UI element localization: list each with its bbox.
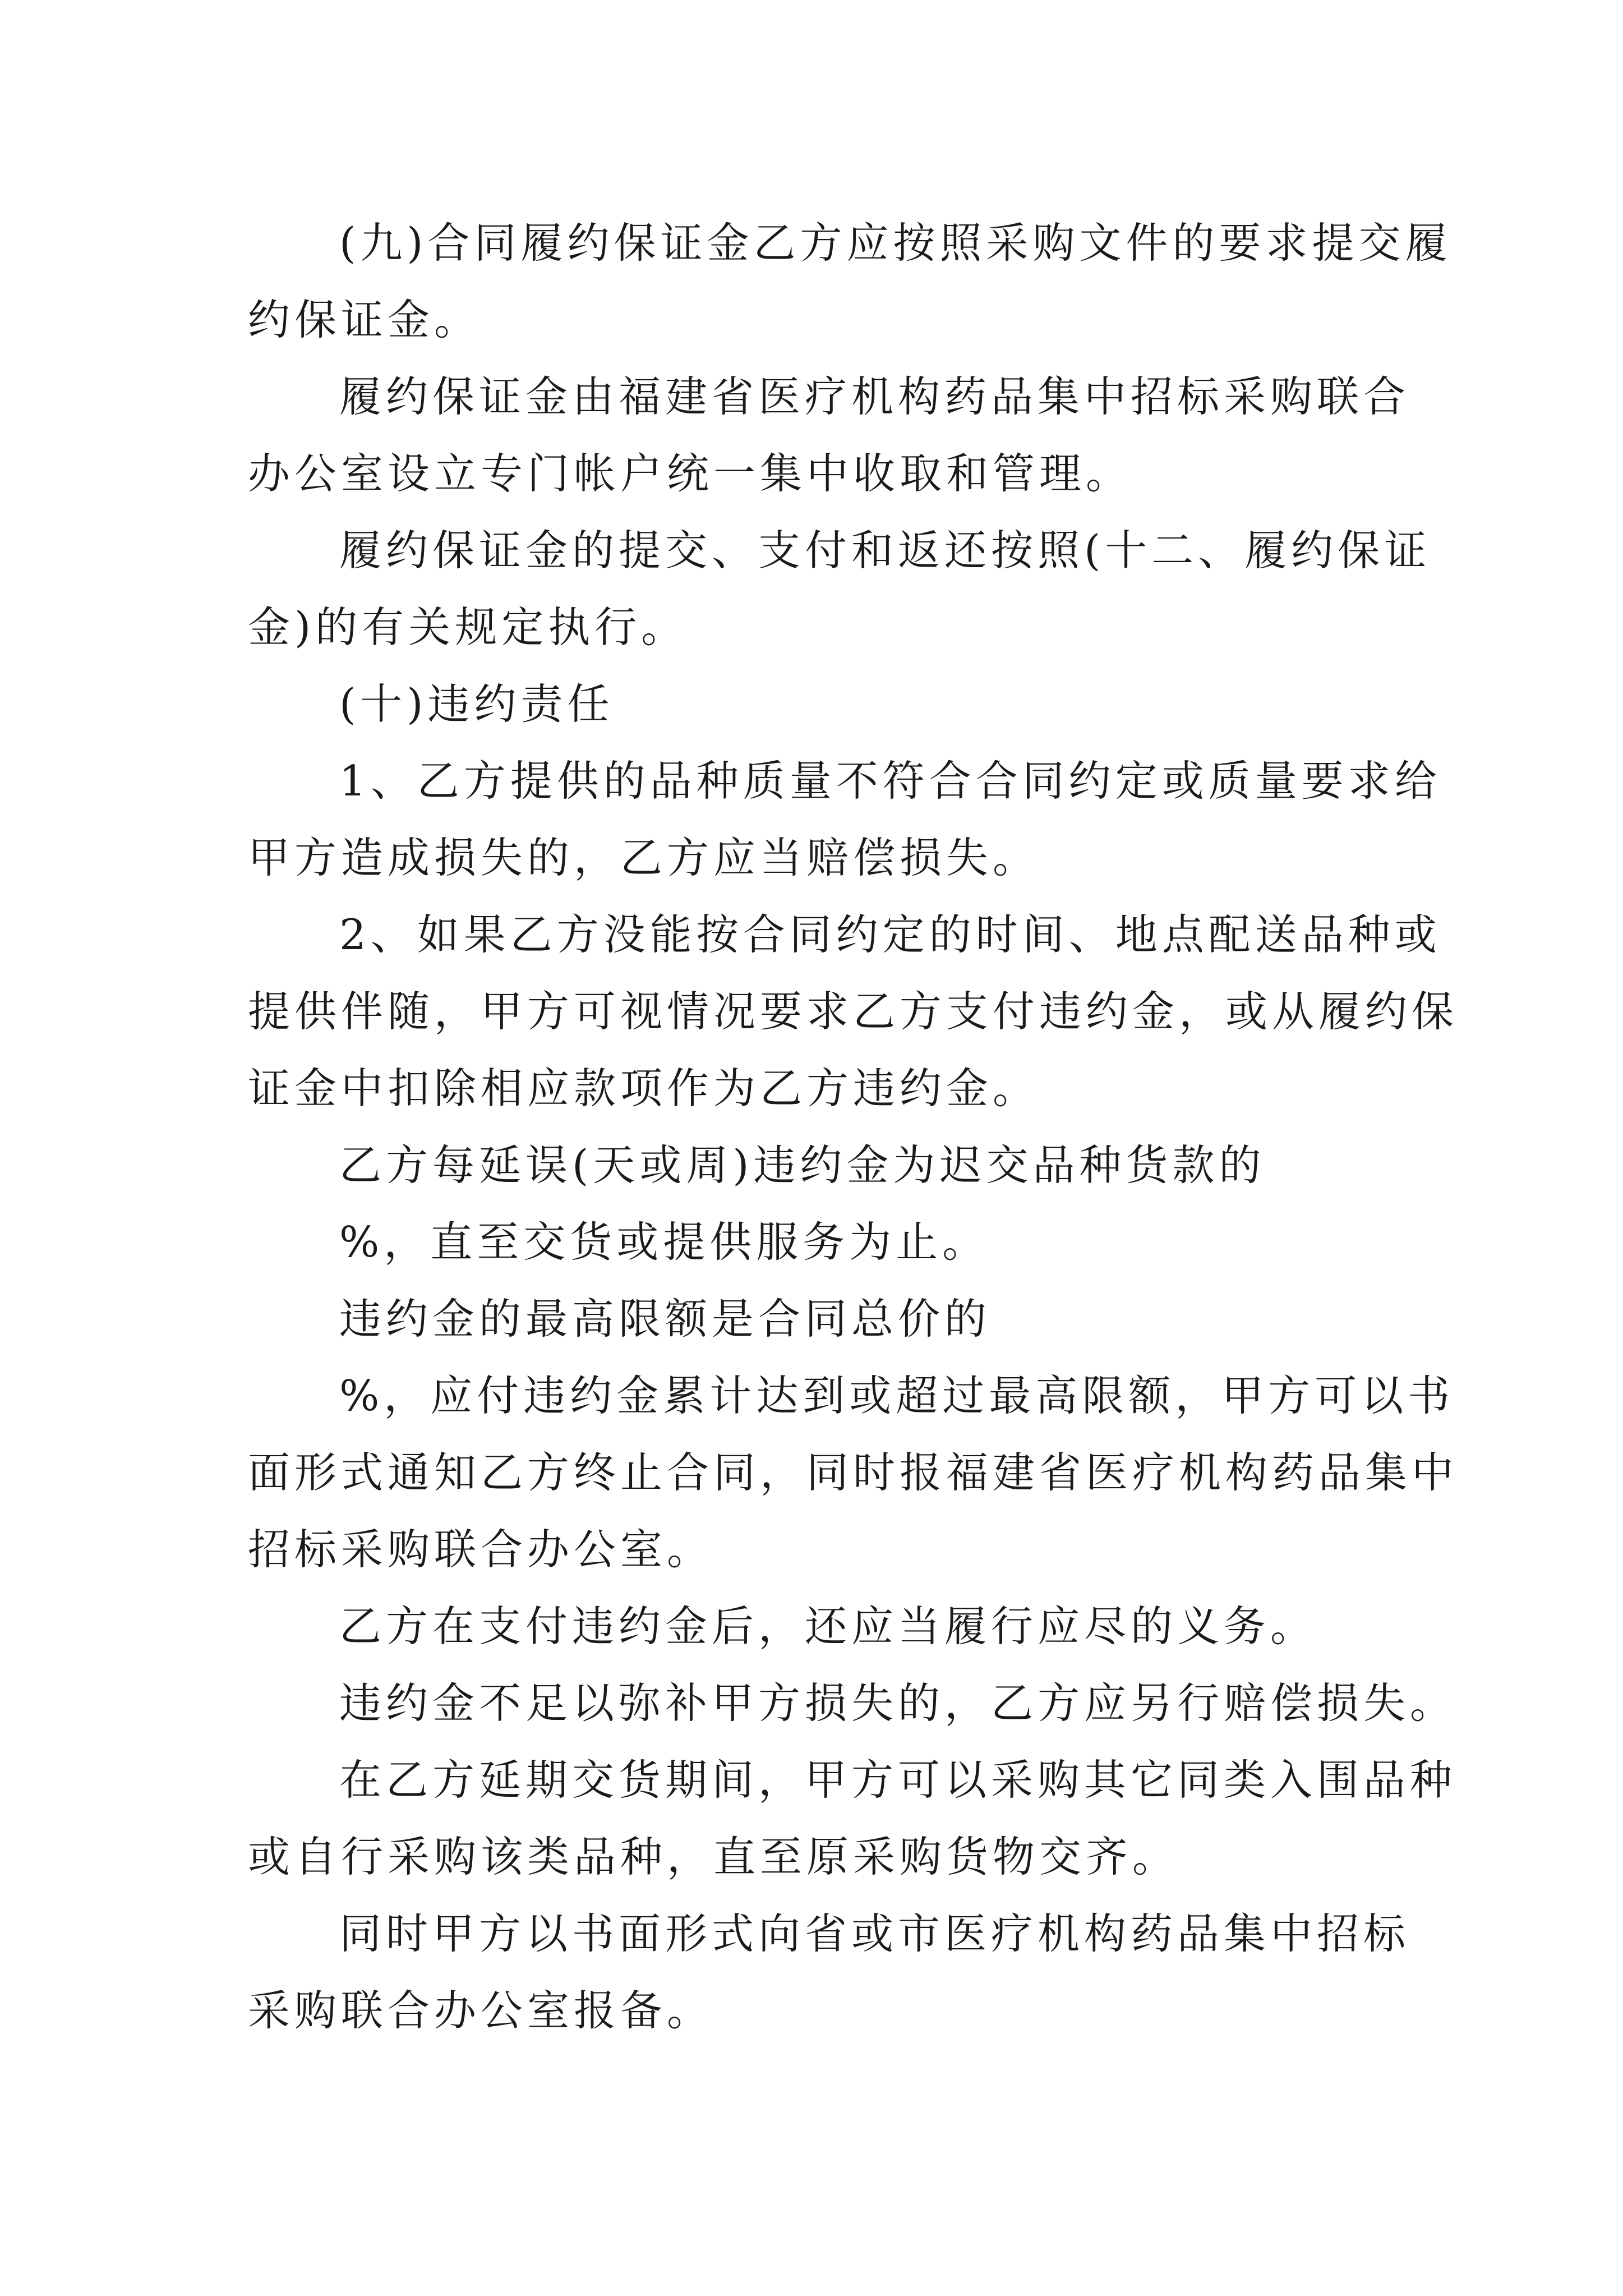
text-line [0,212,1452,274]
line-text: 约保证金。 [248,295,481,344]
text-line [0,1749,1456,1811]
line-text: 面形式通知乙方终止合同，同时报福建省医疗机构药品集中 [248,1448,1459,1497]
line-text: (十)违约责任 [339,679,614,729]
line-text: (九)合同履约保证金乙方应按照采购文件的要求提交履 [339,218,1452,268]
text-line [0,827,1039,889]
section-heading [0,673,614,735]
text-line [0,289,481,351]
text-line [0,1057,1039,1119]
text-line [0,596,688,658]
text-line [0,366,1410,427]
text-line [0,1826,1179,1888]
line-text: 乙方每延误(天或周)违约金为迟交品种货款的 [339,1140,1266,1190]
text-line [0,443,1132,504]
text-line [0,904,1441,965]
line-text: 履约保证金由福建省医疗机构药品集中招标采购联合 [339,372,1410,421]
text-line [0,1288,991,1350]
line-text: 或自行采购该类品种，直至原采购货物交齐。 [248,1832,1179,1881]
line-text: %，应付违约金累计达到或超过最高限额，甲方可以书 [339,1371,1455,1420]
line-text: 乙方在支付违约金后，还应当履行应尽的义务。 [339,1602,1317,1651]
text-line [0,1442,1458,1503]
text-line [0,750,1441,812]
text-line [0,1365,1454,1427]
text-line [0,1211,989,1273]
text-line [0,1134,1266,1196]
line-text: 提供伴随，甲方可视情况要求乙方支付违约金，或从履约保 [248,987,1459,1036]
line-text: 采购联合办公室报备。 [248,1986,714,2035]
line-text: 在乙方延期交货期间，甲方可以采购其它同类入围品种 [339,1755,1457,1805]
line-text: 履约保证金的提交、支付和返还按照(十二、履约保证 [339,526,1431,575]
text-line [0,1519,713,1580]
line-text: 2、如果乙方没能按合同约定的时间、地点配送品种或 [339,910,1441,959]
line-text: 金)的有关规定执行。 [248,602,688,652]
text-line [0,1595,1317,1657]
text-line [0,519,1431,581]
line-text: 证金中扣除相应款项作为乙方违约金。 [248,1064,1040,1113]
text-line [0,1672,1456,1734]
line-text: 违约金不足以弥补甲方损失的，乙方应另行赔偿损失。 [339,1678,1457,1728]
text-line [0,981,1458,1042]
text-line [0,1980,713,2041]
line-text: 办公室设立专门帐户统一集中收取和管理。 [248,449,1133,498]
line-text: 招标采购联合办公室。 [248,1525,714,1574]
line-text: 同时甲方以书面形式向省或市医疗机构药品集中招标 [339,1909,1410,1958]
line-text: %，直至交货或提供服务为止。 [339,1217,989,1267]
line-text: 甲方造成损失的，乙方应当赔偿损失。 [248,833,1040,882]
line-text: 1、乙方提供的品种质量不符合合同约定或质量要求给 [339,756,1441,806]
text-line [0,1903,1410,1964]
line-text: 违约金的最高限额是合同总价的 [339,1294,992,1343]
